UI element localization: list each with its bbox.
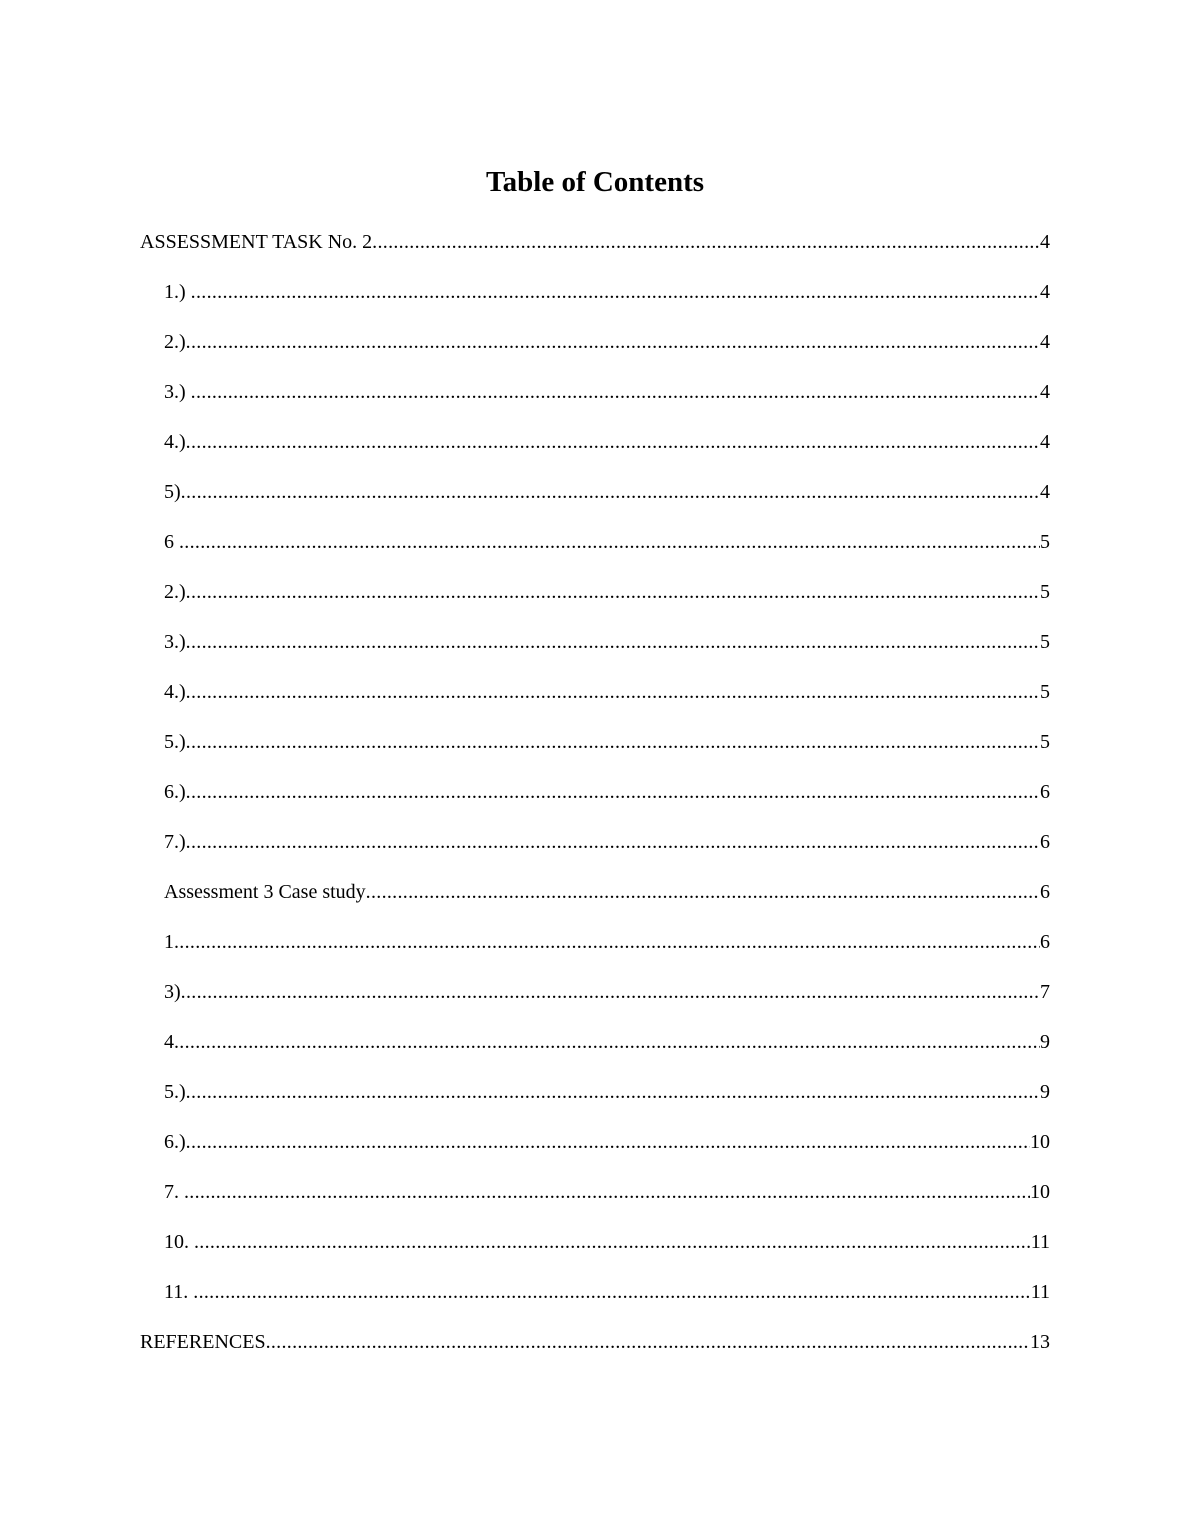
toc-title: Table of Contents	[485, 166, 705, 198]
toc-entry-page-number: 4	[1040, 331, 1050, 353]
toc-dot-leader	[186, 829, 1040, 855]
toc-dot-leader	[266, 1329, 1030, 1355]
toc-entry-page-number: 9	[1040, 1031, 1050, 1053]
toc-entry[interactable]	[164, 329, 1050, 355]
toc-entry[interactable]	[164, 979, 1050, 1005]
toc-dot-leader	[186, 779, 1040, 805]
toc-dot-leader	[186, 429, 1040, 455]
toc-entry[interactable]	[164, 879, 1050, 905]
toc-entry-label: 3)	[164, 981, 181, 1003]
toc-entry-label: ASSESSMENT TASK No. 2	[140, 231, 373, 253]
toc-entry-page-number: 7	[1040, 981, 1050, 1003]
toc-dot-leader	[186, 329, 1040, 355]
toc-entry[interactable]	[164, 1279, 1050, 1305]
toc-entry-label: REFERENCES	[140, 1331, 266, 1353]
toc-entry[interactable]	[164, 629, 1050, 655]
toc-entry[interactable]	[164, 379, 1050, 405]
toc-entry[interactable]	[164, 479, 1050, 505]
toc-entry-label: 10.	[164, 1231, 194, 1253]
toc-entry-label: 3.)	[164, 631, 186, 653]
toc-dot-leader	[174, 1029, 1040, 1055]
toc-dot-leader	[186, 679, 1040, 705]
toc-entry-label: 6.)	[164, 1131, 186, 1153]
toc-entry[interactable]	[140, 229, 1050, 255]
toc-dot-leader	[186, 1079, 1040, 1105]
toc-entry-page-number: 4	[1040, 231, 1050, 253]
toc-dot-leader	[179, 529, 1040, 555]
toc-entry-label: 1	[164, 931, 174, 953]
toc-dot-leader	[186, 729, 1040, 755]
toc-entry-label: 2.)	[164, 581, 186, 603]
toc-dot-leader	[186, 579, 1040, 605]
toc-entry-page-number: 4	[1040, 481, 1050, 503]
toc-entry-label: 6.)	[164, 781, 186, 803]
toc-dot-leader	[193, 1279, 1030, 1305]
toc-entry[interactable]	[164, 429, 1050, 455]
toc-dot-leader	[191, 379, 1040, 405]
toc-entry-page-number: 10	[1030, 1181, 1050, 1203]
toc-entry[interactable]	[164, 829, 1050, 855]
toc-entry-label: 2.)	[164, 331, 186, 353]
toc-entry[interactable]	[164, 1129, 1050, 1155]
toc-entry[interactable]	[164, 1029, 1050, 1055]
toc-entry-page-number: 6	[1040, 881, 1050, 903]
toc-entry-page-number: 9	[1040, 1081, 1050, 1103]
toc-entry-label: 5.)	[164, 731, 186, 753]
toc-dot-leader	[181, 979, 1040, 1005]
toc-dot-leader	[366, 879, 1040, 905]
toc-entry-label: 3.)	[164, 381, 191, 403]
toc-dot-leader	[181, 479, 1040, 505]
toc-entry[interactable]	[140, 1329, 1050, 1355]
toc-entry-page-number: 5	[1040, 531, 1050, 553]
toc-entry[interactable]	[164, 779, 1050, 805]
toc-entry-label: 4.)	[164, 431, 186, 453]
toc-entry[interactable]	[164, 279, 1050, 305]
toc-entry-label: 5.)	[164, 1081, 186, 1103]
toc-entry-page-number: 13	[1030, 1331, 1050, 1353]
toc-entry[interactable]	[164, 679, 1050, 705]
toc-dot-leader	[174, 929, 1040, 955]
toc-entry-label: 4.)	[164, 681, 186, 703]
toc-entry-page-number: 4	[1040, 431, 1050, 453]
toc-entry-label: 5)	[164, 481, 181, 503]
toc-entry-page-number: 5	[1040, 631, 1050, 653]
toc-entry[interactable]	[164, 1229, 1050, 1255]
toc-entry-label: 7.)	[164, 831, 186, 853]
toc-entry[interactable]	[164, 729, 1050, 755]
toc-entry-page-number: 4	[1040, 281, 1050, 303]
toc-entry-label: Assessment 3 Case study	[164, 881, 366, 903]
toc-entry[interactable]	[164, 1079, 1050, 1105]
toc-entry[interactable]	[164, 929, 1050, 955]
toc-entry-page-number: 11	[1030, 1231, 1050, 1253]
toc-dot-leader	[186, 1129, 1030, 1155]
toc-entry-page-number: 5	[1040, 581, 1050, 603]
toc-entry-page-number: 5	[1040, 731, 1050, 753]
toc-entry-label: 4	[164, 1031, 174, 1053]
toc-entry[interactable]	[164, 579, 1050, 605]
toc-entry-page-number: 6	[1040, 831, 1050, 853]
toc-entry-page-number: 6	[1040, 781, 1050, 803]
toc-entry-page-number: 10	[1030, 1131, 1050, 1153]
toc-entry-page-number: 5	[1040, 681, 1050, 703]
toc-entry[interactable]	[164, 1179, 1050, 1205]
toc-entry[interactable]	[164, 529, 1050, 555]
toc-entry-page-number: 4	[1040, 381, 1050, 403]
toc-entry-label: 7.	[164, 1181, 184, 1203]
toc-dot-leader	[194, 1229, 1031, 1255]
toc-dot-leader	[184, 1179, 1030, 1205]
toc-dot-leader	[372, 229, 1040, 255]
toc-entry-label: 11.	[164, 1281, 194, 1303]
toc-entry-label: 1.)	[164, 281, 191, 303]
toc-dot-leader	[186, 629, 1040, 655]
toc-entry-page-number: 11	[1030, 1281, 1050, 1303]
toc-dot-leader	[191, 279, 1040, 305]
toc-entry-label: 6	[164, 531, 179, 553]
toc-entry-page-number: 6	[1040, 931, 1050, 953]
